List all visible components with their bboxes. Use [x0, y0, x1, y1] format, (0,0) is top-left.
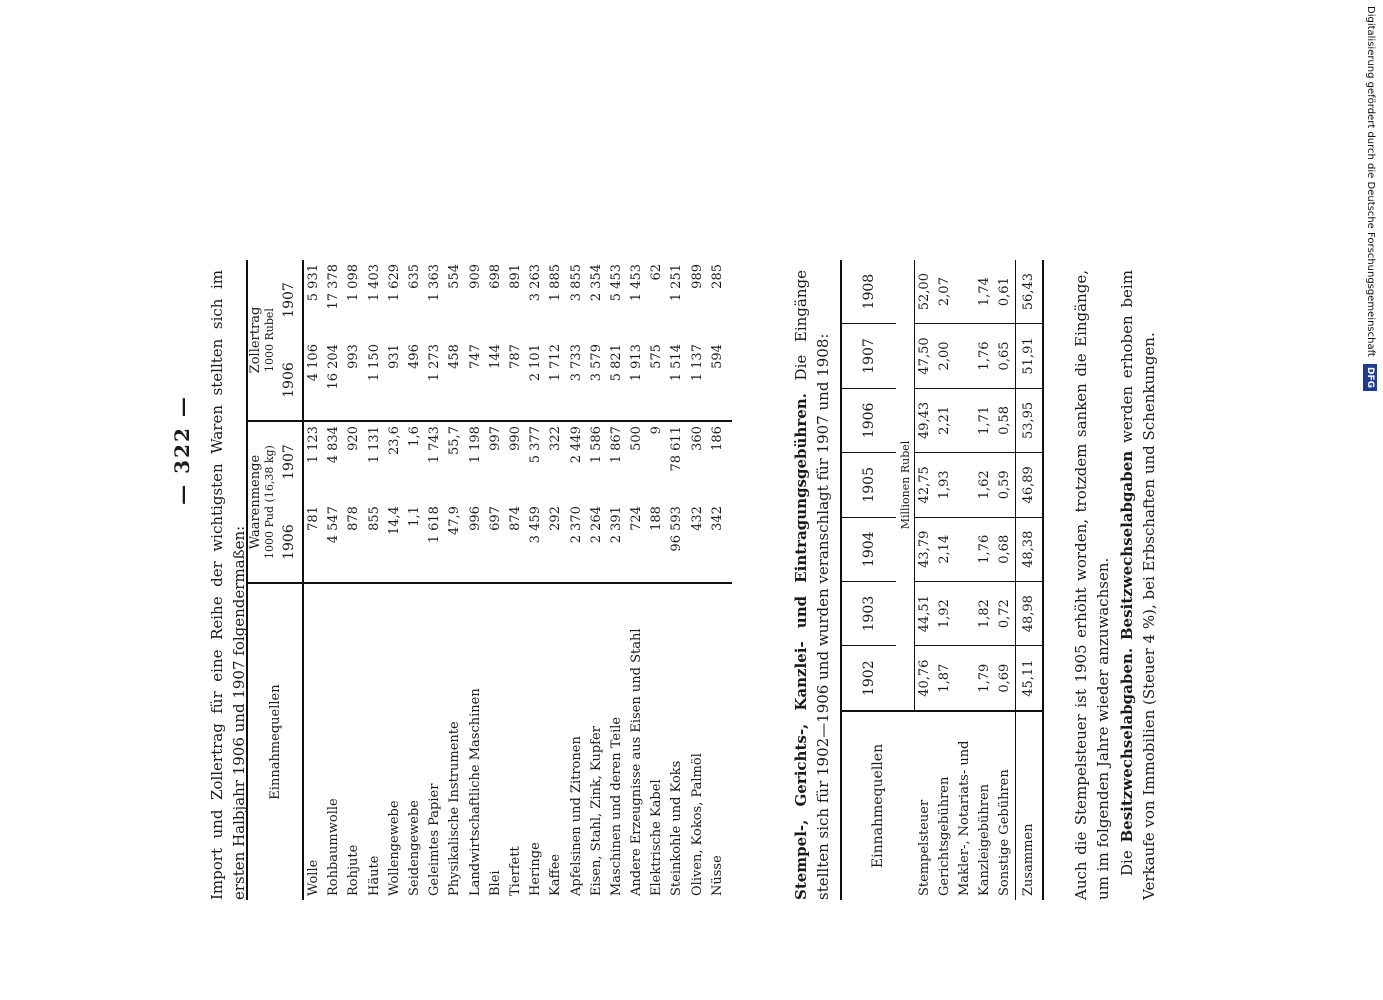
year-header: 1906 [276, 340, 303, 421]
fees-value-cell: 0,59 [995, 453, 1016, 517]
quantity-1906-cell: 855 [366, 506, 382, 531]
revenue-1907-cell: 1 251 [669, 264, 685, 302]
revenue-1906-cell: 1 913 [629, 344, 645, 382]
import-row-label: Kaffee [546, 583, 566, 900]
transfer-text: werden erhoben beim Verkaufe von Immobilien (Steuer 4 %), bei Erbschaften und Schenkungen. [1118, 270, 1158, 900]
fees-value-cell: 0,68 [995, 517, 1016, 581]
fees-year-header: 1904 [841, 517, 896, 581]
revenue-1906-cell: 1 150 [366, 344, 382, 382]
revenue-1907-cell: 5 931 [306, 264, 322, 302]
revenue-1907-cell: 554 [447, 264, 463, 289]
fees-total-cell: 45,11 [1016, 646, 1044, 711]
fees-value-cell: 1,93 [935, 453, 955, 517]
intro-paragraph: Import und Zollertrag für eine Reihe der wichtigsten Waren stellten sich im ersten Halbjahr 1906 und 1907 folgendermaßen: [208, 270, 248, 900]
revenue-1906-cell: 1 712 [548, 344, 564, 382]
revenue-1906-cell: 3 579 [588, 344, 604, 382]
fees-value-cell: 42,75 [915, 453, 936, 517]
revenue-1906-cell: 144 [487, 344, 503, 369]
fees-value-cell: 1,82 [975, 581, 995, 645]
fees-value-cell: 1,92 [935, 581, 955, 645]
quantity-1907-cell: 23,6 [385, 421, 405, 502]
fees-value-cell [955, 581, 975, 645]
fees-row [935, 260, 955, 900]
import-row-label: Steinkohle und Koks [667, 583, 687, 900]
import-row [324, 260, 344, 900]
fees-total-row [1016, 260, 1044, 900]
import-row-label: Wollengewebe [385, 583, 405, 900]
fees-unit: Millionen Rubel [896, 260, 915, 711]
revenue-1907-cell: 3 855 [568, 264, 584, 302]
quantity-1906-cell: 1 618 [427, 506, 443, 544]
quantity-1906-cell: 3 459 [528, 506, 544, 544]
quantity-1907-cell: 997 [486, 421, 506, 502]
quantity-1907-cell: 186 [708, 421, 732, 502]
fees-total-cell: 46,89 [1016, 453, 1044, 517]
revenue-1907-cell: 698 [487, 264, 503, 289]
import-row [688, 260, 708, 900]
import-row [607, 260, 627, 900]
fees-value-cell [955, 646, 975, 711]
revenue-1907-cell: 1 453 [629, 264, 645, 302]
revenue-1906-cell: 458 [447, 344, 463, 369]
quantity-1907-cell: 1 131 [365, 421, 385, 502]
fees-total-cell: 48,98 [1016, 581, 1044, 645]
fees-value-cell: 1,76 [975, 517, 995, 581]
quantity-1906-cell: 292 [548, 506, 564, 531]
import-row-label: Landwirtschaftliche Maschinen [466, 583, 486, 900]
quantity-1907-cell: 1,6 [405, 421, 425, 502]
transfer-bold: Besitzwechselabgaben [1118, 450, 1136, 641]
quantity-1907-cell: 9 [647, 421, 667, 502]
import-row [647, 260, 667, 900]
year-header: 1906 [276, 502, 303, 583]
quantity-1906-cell: 878 [346, 506, 362, 531]
quantity-1907-cell: 55,7 [445, 421, 465, 502]
fees-year-header: 1905 [841, 453, 896, 517]
import-row [365, 260, 385, 900]
revenue-1907-cell: 635 [407, 264, 423, 289]
quantity-1907-cell: 322 [546, 421, 566, 502]
stamp-tax-note: Auch die Stempelsteuer ist 1905 erhöht worden, trotzdem sanken die Eingänge, um im folgenden Jahre wieder anzuwachsen. [1072, 270, 1112, 900]
quantity-1907-cell: 1 123 [303, 421, 324, 502]
fees-value-cell: 2,07 [935, 260, 955, 324]
revenue-1907-cell: 1 403 [366, 264, 382, 302]
quantity-unit: 1000 Pud (16,38 kg) [263, 445, 276, 559]
revenue-1907-cell: 1 098 [346, 264, 362, 302]
rotated-page [150, 0, 1250, 950]
quantity-1906-cell: 2 370 [568, 506, 584, 544]
quantity-1906-cell: 2 391 [608, 506, 624, 544]
quantity-1906-cell: 14,4 [386, 506, 402, 536]
import-row-label: Tierfett [506, 583, 526, 900]
import-row-label: Apfelsinen und Zitronen [566, 583, 586, 900]
import-row-label: Physikalische Instrumente [445, 583, 465, 900]
quantity-1907-cell: 2 449 [566, 421, 586, 502]
import-row-label: Nüsse [708, 583, 732, 900]
year-header: 1907 [276, 421, 303, 502]
fees-intro-text: Die Eingänge stellten sich für 1902—1906 und wurden veranschlagt für 1907 und 1908: [792, 270, 832, 900]
revenue-1906-cell: 5 821 [608, 344, 624, 382]
quantity-1907-cell: 360 [688, 421, 708, 502]
fees-value-cell: 1,87 [935, 646, 955, 711]
quantity-1906-cell: 4 547 [326, 506, 342, 544]
fees-row [915, 260, 936, 900]
import-row-label: Geleimtes Papier [425, 583, 445, 900]
import-row-label: Häute [365, 583, 385, 900]
revenue-1906-cell: 2 101 [528, 344, 544, 382]
fees-total-cell: 48,38 [1016, 517, 1044, 581]
revenue-1907-cell: 2 354 [588, 264, 604, 302]
fees-value-cell: 1,76 [975, 324, 995, 388]
quantity-header [247, 421, 276, 583]
quantity-1907-cell: 1 586 [587, 421, 607, 502]
quantity-1906-cell: 697 [487, 506, 503, 531]
quantity-1906-cell: 996 [467, 506, 483, 531]
import-row-label: Andere Erzeugnisse aus Eisen und Stahl [627, 583, 647, 900]
import-row [385, 260, 405, 900]
fees-value-cell: 0,69 [995, 646, 1016, 711]
fees-value-cell: 0,65 [995, 324, 1016, 388]
fees-year-header: 1902 [841, 646, 896, 711]
revenue-1906-cell: 1 137 [689, 344, 705, 382]
fees-value-cell: 2,21 [935, 388, 955, 452]
fees-table-body [915, 260, 1044, 900]
revenue-1906-cell: 575 [649, 344, 665, 369]
quantity-1907-cell: 1 198 [466, 421, 486, 502]
revenue-1907-cell: 1 629 [386, 264, 402, 302]
import-row [303, 260, 324, 900]
quantity-1906-cell: 724 [629, 506, 645, 531]
revenue-1907-cell: 62 [649, 264, 665, 281]
import-row [627, 260, 647, 900]
fees-row [955, 260, 975, 900]
quantity-1906-cell: 432 [689, 506, 705, 531]
fees-value-cell [955, 260, 975, 324]
revenue-1907-cell: 5 453 [608, 264, 624, 302]
quantity-1907-cell: 5 377 [526, 421, 546, 502]
page-number: — 322 — [170, 395, 194, 505]
import-row-label: Elektrische Kabel [647, 583, 667, 900]
import-row [344, 260, 364, 900]
dfg-logo: DFG [1363, 364, 1377, 391]
import-row [466, 260, 486, 900]
revenue-header [247, 260, 276, 421]
revenue-1906-cell: 496 [407, 344, 423, 369]
import-row-label: Wolle [303, 583, 324, 900]
import-row [667, 260, 687, 900]
fees-row-label: Makler-, Notariats- und [955, 711, 975, 900]
revenue-1907-cell: 1 885 [548, 264, 564, 302]
quantity-1907-cell: 1 743 [425, 421, 445, 502]
fees-year-header: 1907 [841, 324, 896, 388]
quantity-header-title: Waarenmenge [248, 454, 263, 550]
quantity-1906-cell: 874 [507, 506, 523, 531]
transfer-heading: Besitzwechselabgaben. [1118, 647, 1136, 843]
revenue-1906-cell: 594 [709, 344, 725, 369]
fees-year-header: 1908 [841, 260, 896, 324]
digitization-credit [1363, 6, 1377, 391]
fees-value-cell [955, 324, 975, 388]
fees-row-label: Gerichtsgebühren [935, 711, 955, 900]
revenue-1907-cell: 989 [689, 264, 705, 289]
fees-year-header: 1906 [841, 388, 896, 452]
quantity-1907-cell: 1 867 [607, 421, 627, 502]
fees-value-cell: 49,43 [915, 388, 936, 452]
fees-value-cell: 1,79 [975, 646, 995, 711]
import-source-header: Einnahmequellen [247, 583, 303, 900]
revenue-1907-cell: 17 378 [326, 264, 342, 310]
import-row-label: Rohjute [344, 583, 364, 900]
fees-value-cell: 2,14 [935, 517, 955, 581]
import-row [445, 260, 465, 900]
fees-row-label: Stempelsteuer [915, 711, 936, 900]
quantity-1906-cell: 342 [709, 506, 725, 531]
fees-heading: Stempel-, Gerichts-, Kanzlei- und Eintragungsgebühren. [792, 393, 810, 900]
fees-value-cell [955, 388, 975, 452]
fees-value-cell [955, 517, 975, 581]
fees-total-cell: 56,43 [1016, 260, 1044, 324]
import-row-label: Seidengewebe [405, 583, 425, 900]
import-row [405, 260, 425, 900]
revenue-1906-cell: 4 106 [306, 344, 322, 382]
fees-value-cell [955, 453, 975, 517]
fees-table [840, 260, 1044, 900]
import-row-label: Oliven, Kokos, Palmöl [688, 583, 708, 900]
import-row-label: Heringe [526, 583, 546, 900]
import-table-body [303, 260, 732, 900]
quantity-1906-cell: 1,1 [407, 506, 423, 527]
fees-value-cell: 40,76 [915, 646, 936, 711]
fees-source-header: Einnahmequellen [841, 711, 915, 900]
quantity-1906-cell: 47,9 [447, 506, 463, 536]
import-row [425, 260, 445, 900]
quantity-1906-cell: 2 264 [588, 506, 604, 544]
import-row [587, 260, 607, 900]
fees-value-cell: 43,79 [915, 517, 936, 581]
transfer-lead: Die [1118, 850, 1136, 876]
revenue-1906-cell: 1 273 [427, 344, 443, 382]
revenue-1906-cell: 993 [346, 344, 362, 369]
fees-value-cell: 1,62 [975, 453, 995, 517]
fees-value-cell: 47,50 [915, 324, 936, 388]
fees-value-cell: 52,00 [915, 260, 936, 324]
quantity-1907-cell: 990 [506, 421, 526, 502]
import-row-label: Eisen, Stahl, Zink, Kupfer [587, 583, 607, 900]
fees-total-cell: 51,91 [1016, 324, 1044, 388]
revenue-unit: 1000 Rubel [263, 308, 276, 372]
fees-value-cell: 1,74 [975, 260, 995, 324]
import-table [246, 260, 732, 900]
fees-value-cell: 44,51 [915, 581, 936, 645]
quantity-1907-cell: 4 834 [324, 421, 344, 502]
fees-total-label: Zusammen [1016, 711, 1044, 900]
transfer-paragraph [1116, 270, 1160, 900]
fees-value-cell: 0,72 [995, 581, 1016, 645]
quantity-1906-cell: 96 593 [669, 506, 685, 552]
import-row-label: Blei [486, 583, 506, 900]
revenue-header-title: Zollertrag [248, 306, 263, 374]
year-header: 1907 [276, 260, 303, 340]
quantity-1907-cell: 78 611 [667, 421, 687, 502]
revenue-1906-cell: 3 733 [568, 344, 584, 382]
fees-row [995, 260, 1016, 900]
fees-row [975, 260, 995, 900]
fees-value-cell: 0,61 [995, 260, 1016, 324]
fees-row-label: Sonstige Gebühren [995, 711, 1016, 900]
fees-value-cell: 0,58 [995, 388, 1016, 452]
revenue-1906-cell: 931 [386, 344, 402, 369]
revenue-1906-cell: 16 204 [326, 344, 342, 390]
revenue-1906-cell: 787 [507, 344, 523, 369]
quantity-1907-cell: 920 [344, 421, 364, 502]
quantity-1906-cell: 188 [649, 506, 665, 531]
import-row-label: Rohbaumwolle [324, 583, 344, 900]
fees-intro-paragraph [790, 270, 834, 900]
revenue-1907-cell: 285 [709, 264, 725, 289]
fees-year-header: 1903 [841, 581, 896, 645]
import-row [546, 260, 566, 900]
revenue-1907-cell: 909 [467, 264, 483, 289]
import-row-label: Maschinen und deren Teile [607, 583, 627, 900]
fees-row-label: Kanzleigebühren [975, 711, 995, 900]
import-row [526, 260, 546, 900]
import-row [708, 260, 732, 900]
fees-total-cell: 53,95 [1016, 388, 1044, 452]
revenue-1907-cell: 891 [507, 264, 523, 289]
fees-value-cell: 2,00 [935, 324, 955, 388]
credit-text: Digitalisierung gefördert durch die Deutsche Forschungsgemeinschaft [1365, 6, 1376, 357]
fees-value-cell: 1,71 [975, 388, 995, 452]
quantity-1906-cell: 781 [306, 506, 322, 531]
import-row [566, 260, 586, 900]
revenue-1906-cell: 747 [467, 344, 483, 369]
revenue-1906-cell: 1 514 [669, 344, 685, 382]
revenue-1907-cell: 3 263 [528, 264, 544, 302]
revenue-1907-cell: 1 363 [427, 264, 443, 302]
quantity-1907-cell: 500 [627, 421, 647, 502]
import-row [486, 260, 506, 900]
import-row [506, 260, 526, 900]
